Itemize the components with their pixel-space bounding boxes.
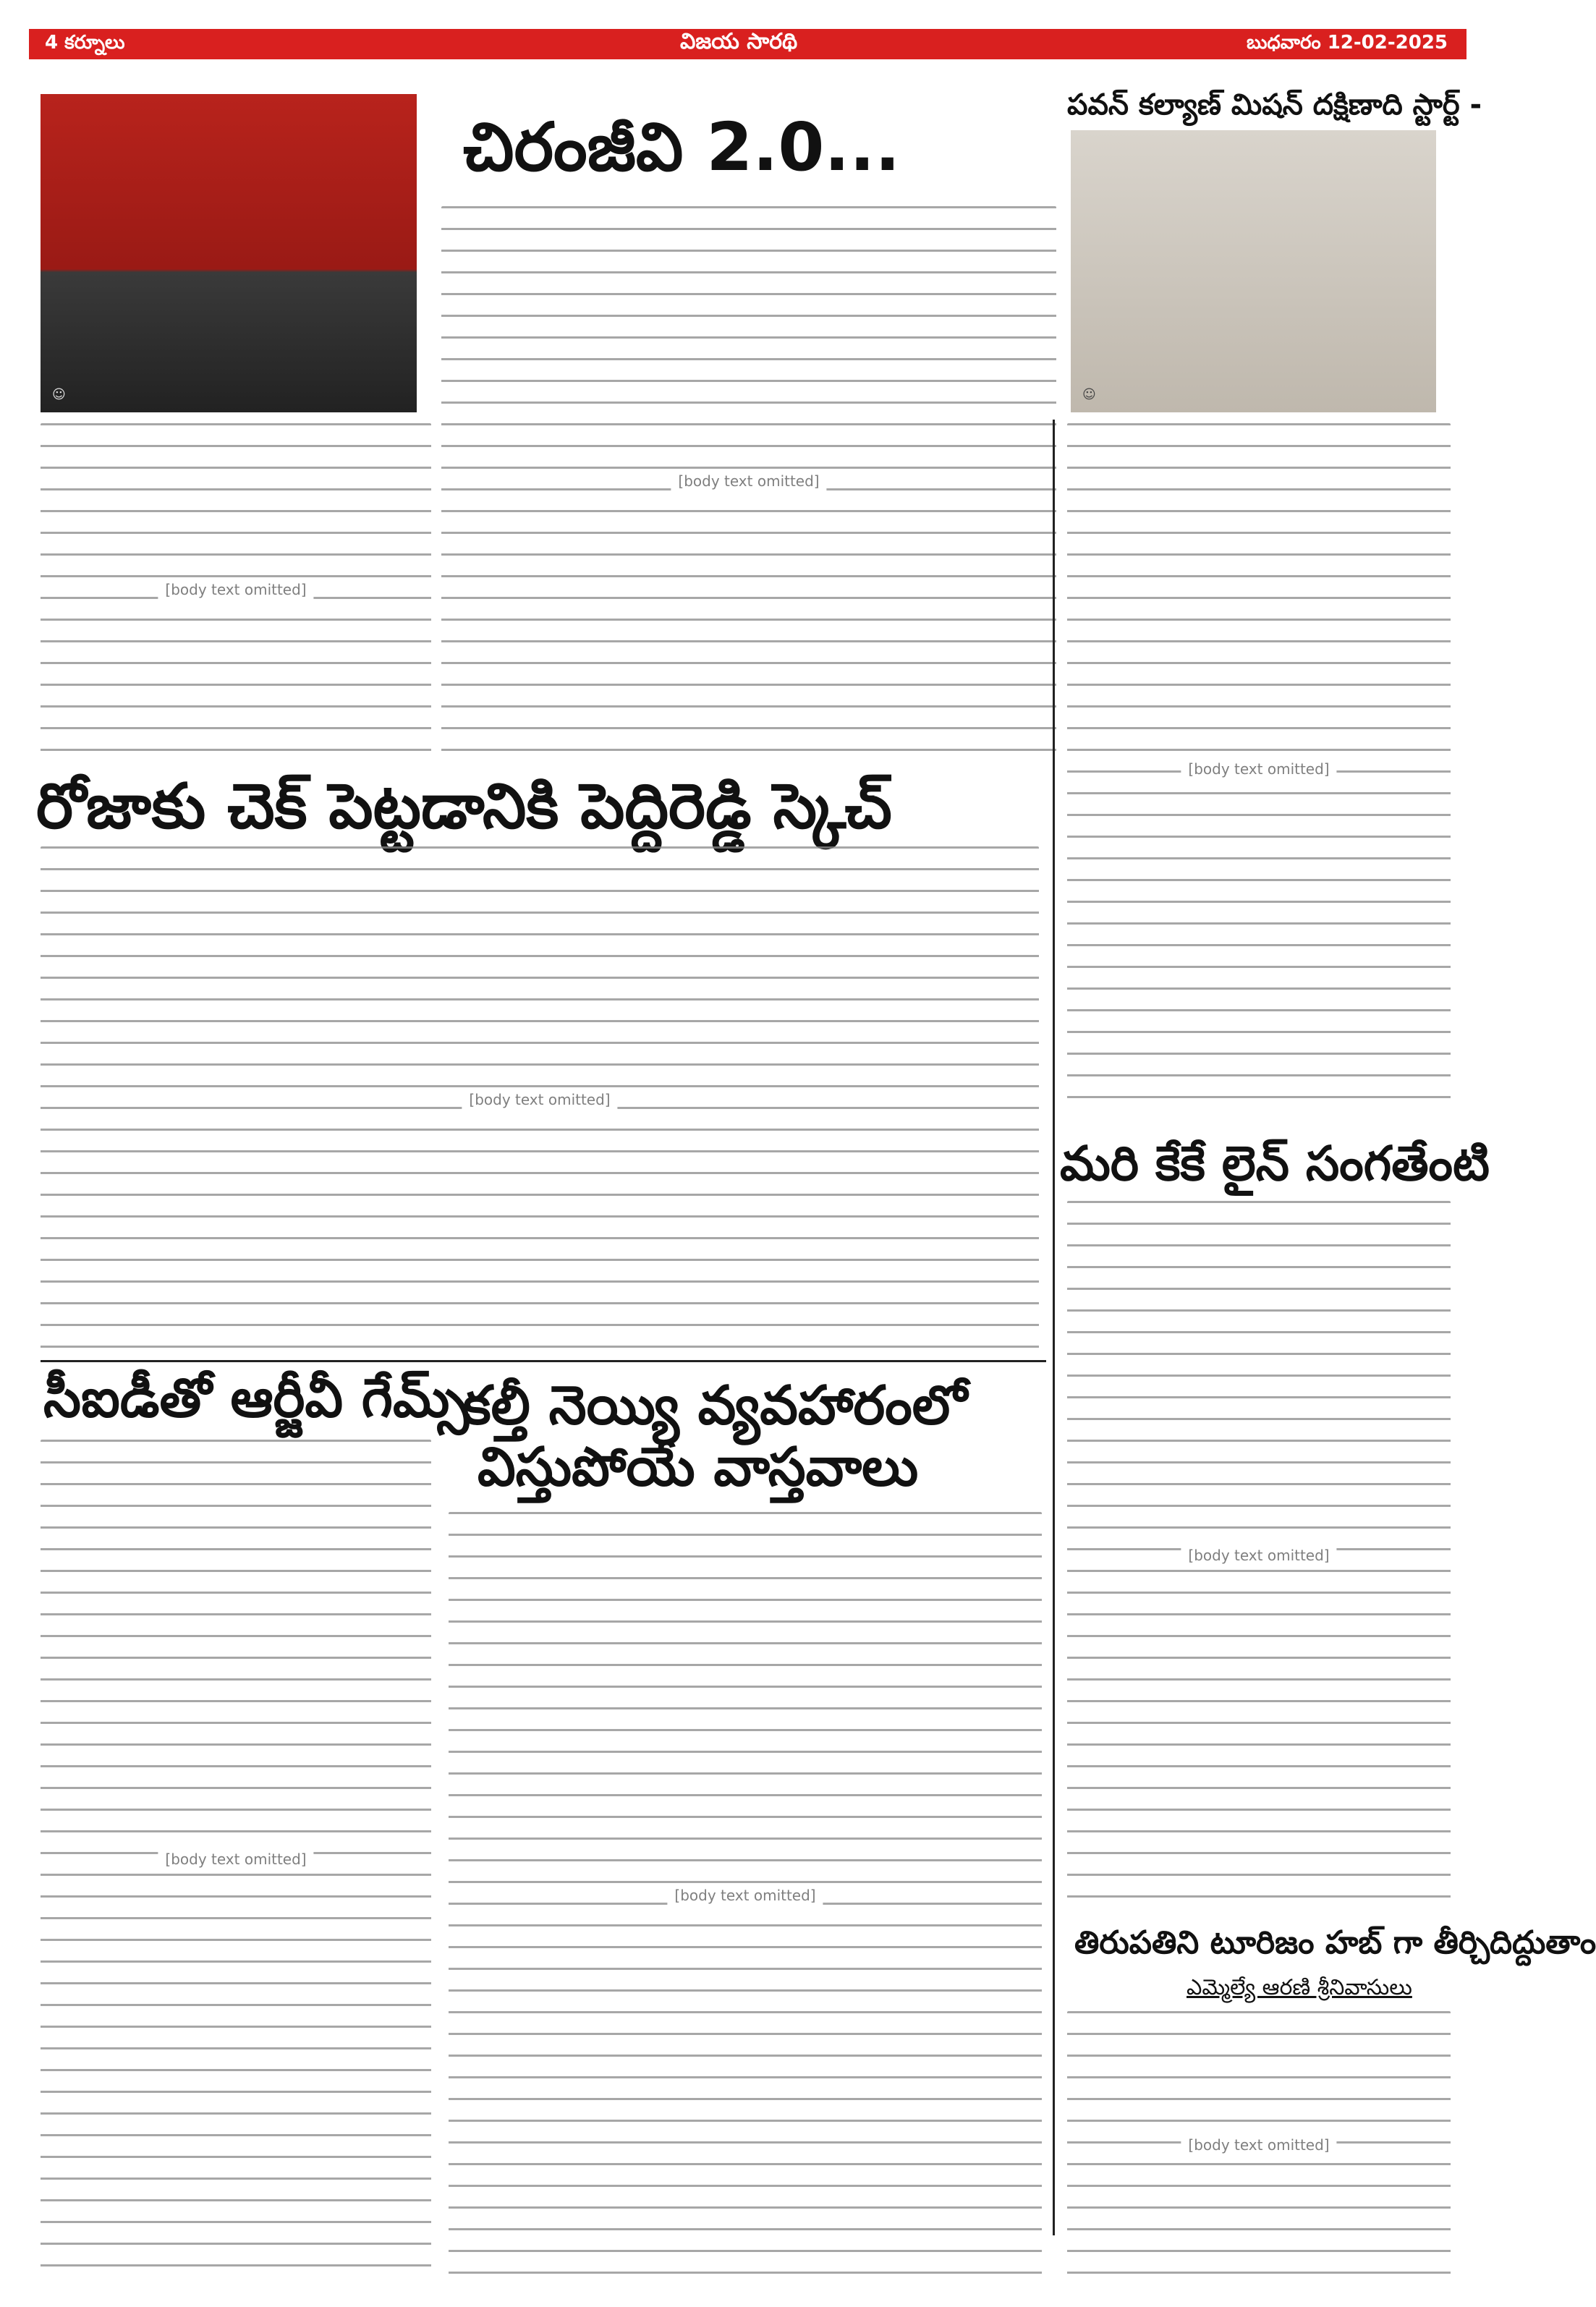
paper-name: విజయ సారథి bbox=[680, 29, 798, 54]
headline-pawan: పవన్ కల్యాణ్ మిషన్ దక్షిణాది స్టార్ట్ - bbox=[1067, 88, 1482, 122]
section-rule bbox=[41, 1360, 1046, 1362]
column-rule bbox=[1053, 420, 1055, 2235]
pawan-photo bbox=[1071, 130, 1436, 412]
headline-kk-line: మరి కేకే లైన్ సంగతేంటి bbox=[1060, 1136, 1490, 1191]
headline-ghee-line1: కల్తీ నెయ్యి వ్యవహారంలో bbox=[463, 1375, 967, 1437]
cid-body-block: [body text omitted] bbox=[41, 1440, 431, 2279]
portrait-photo-icon: ☺ bbox=[1082, 387, 1096, 402]
chiranjeevi-photo bbox=[41, 94, 417, 412]
portrait-photo-icon: ☺ bbox=[52, 387, 66, 402]
pawan-body-block: [body text omitted] bbox=[1067, 423, 1451, 1114]
headline-roja: రోజాకు చెక్ పెట్టడానికి పెద్దిరెడ్డి స్కెచ్ bbox=[36, 770, 892, 843]
headline-ghee-line2: విస్తుపోయే వాస్తవాలు bbox=[477, 1436, 919, 1498]
page-label: 4 కర్నూలు bbox=[45, 32, 125, 54]
roja-body-block: [body text omitted] bbox=[41, 846, 1039, 1353]
tirupati-body-block: [body text omitted] bbox=[1067, 2011, 1451, 2279]
chiranjeevi-body-block-left: [body text omitted] bbox=[41, 423, 431, 756]
tirupati-byline: ఎమ్మెల్యే ఆరణి శ్రీనివాసులు bbox=[1187, 1975, 1412, 2000]
headline-chiranjeevi: చిరంజీవి 2.0... bbox=[463, 109, 901, 186]
masthead-bar bbox=[29, 29, 1466, 59]
kk-line-body-block: [body text omitted] bbox=[1067, 1201, 1451, 1910]
chiranjeevi-body-block: [body text omitted] bbox=[441, 206, 1056, 756]
date-line: బుధవారం 12-02-2025 bbox=[1246, 32, 1448, 54]
ghee-body-block: [body text omitted] bbox=[449, 1512, 1042, 2279]
headline-cid: సీఐడీతో ఆర్జీవీ గేమ్స్ bbox=[43, 1367, 470, 1429]
headline-tirupati: తిరుపతిని టూరిజం హబ్ గా తీర్చిదిద్దుతాం bbox=[1074, 1924, 1596, 1961]
